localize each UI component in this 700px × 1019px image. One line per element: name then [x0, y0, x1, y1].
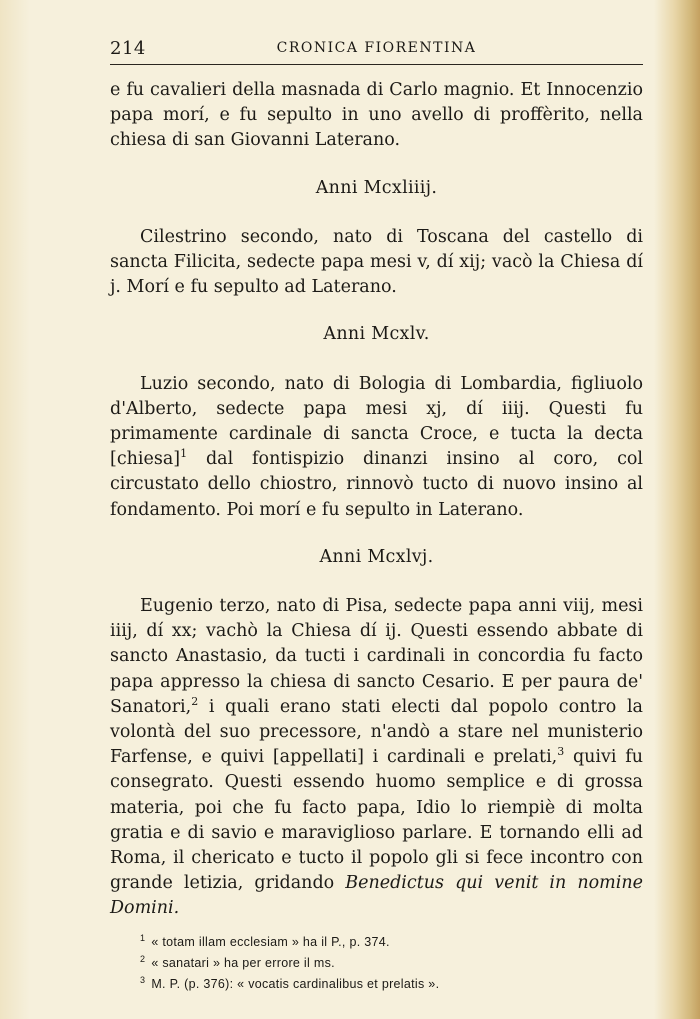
footnote-1 [140, 932, 640, 953]
footnote-ref-1: 1 [180, 447, 188, 461]
page-number: 214 [110, 38, 146, 59]
footnote-ref-2: 2 [191, 695, 199, 709]
paragraph-text: Luzio secondo, nato di Bologia di Lombardia, figliuolo d'Alberto, sedecte papa mesi xj, dí iiij. Questi fu primamente cardinale di sancta Croce, e tucta la decta [chiesa] [110, 373, 643, 470]
latin-quote: Benedictus qui venit in nomine Domini. [110, 873, 643, 919]
paragraph-text: Eugenio terzo, nato di Pisa, sedecte papa anni viij, mesi iiij, dí xx; vachò la Chiesa dí ij. Questi essendo abbate di sancto Anastasio, da tucti i cardinali in concordia fu facto papa appresso la chiesa di sancto Cesario. E per paura de' Sanatori, [110, 596, 643, 717]
paragraph-text: quivi fu consegrato. Questi essendo huomo semplice e di grossa materia, poi che fu facto papa, Idio lo riempiè di molta gratia e di savio e maraviglioso parlare. E tornando elli ad Roma, il chericato e tucto il popolo gli si fece incontro con grande letizia, gridando [110, 747, 643, 894]
year-heading-1146: Anni Mcxlvj. [319, 546, 434, 567]
footnote-ref-3: 3 [557, 745, 565, 759]
footnotes [140, 932, 640, 995]
footnote-text: M. P. (p. 376): « vocatis cardinalibus et prelatis ». [151, 977, 440, 991]
paragraph-lucius [110, 372, 643, 523]
running-title: CRONICA FIORENTINA [276, 40, 477, 56]
main-text [110, 78, 643, 922]
paragraph-celestine: Cilestrino secondo, nato di Toscana del castello di sancta Filicita, sedecte papa mesi v, dí xij; vacò la Chiesa dí j. Morí e fu sepulto ad Laterano. [110, 226, 643, 298]
right-page-edge [654, 0, 700, 1019]
paragraph-text: dal fontispizio dinanzi insino al coro, col circustato dello chiostro, rinnovò tucto di nuovo insino al fondamento. Poi morí e fu sepulto in Laterano. [110, 449, 643, 520]
left-page-edge [0, 0, 30, 1019]
page-header [110, 38, 643, 62]
paragraph-eugene [110, 594, 643, 922]
footnote-2 [140, 953, 640, 974]
footnote-number: 2 [140, 953, 146, 964]
paragraph-continuation: e fu cavalieri della masnada di Carlo magnio. Et Innocenzio papa morí, e fu sepulto in uno avello di proffèrito, nella chiesa di san Giovanni Laterano. [110, 80, 643, 151]
footnote-3 [140, 974, 640, 995]
header-rule [110, 64, 643, 65]
year-heading-1145: Anni Mcxlv. [323, 324, 430, 345]
footnote-text: « totam illam ecclesiam » ha il P., p. 374. [151, 935, 390, 949]
footnote-number: 1 [140, 932, 146, 943]
paragraph-text: i quali erano stati electi dal popolo contro la volontà del suo precessore, n'andò a stare nel munisterio Farfense, e quivi [appellati] i cardinali e prelati, [110, 696, 643, 768]
footnote-number: 3 [140, 974, 146, 985]
year-heading-1144: Anni Mcxliiij. [315, 177, 438, 198]
footnote-text: « sanatari » ha per errore il ms. [151, 956, 335, 970]
